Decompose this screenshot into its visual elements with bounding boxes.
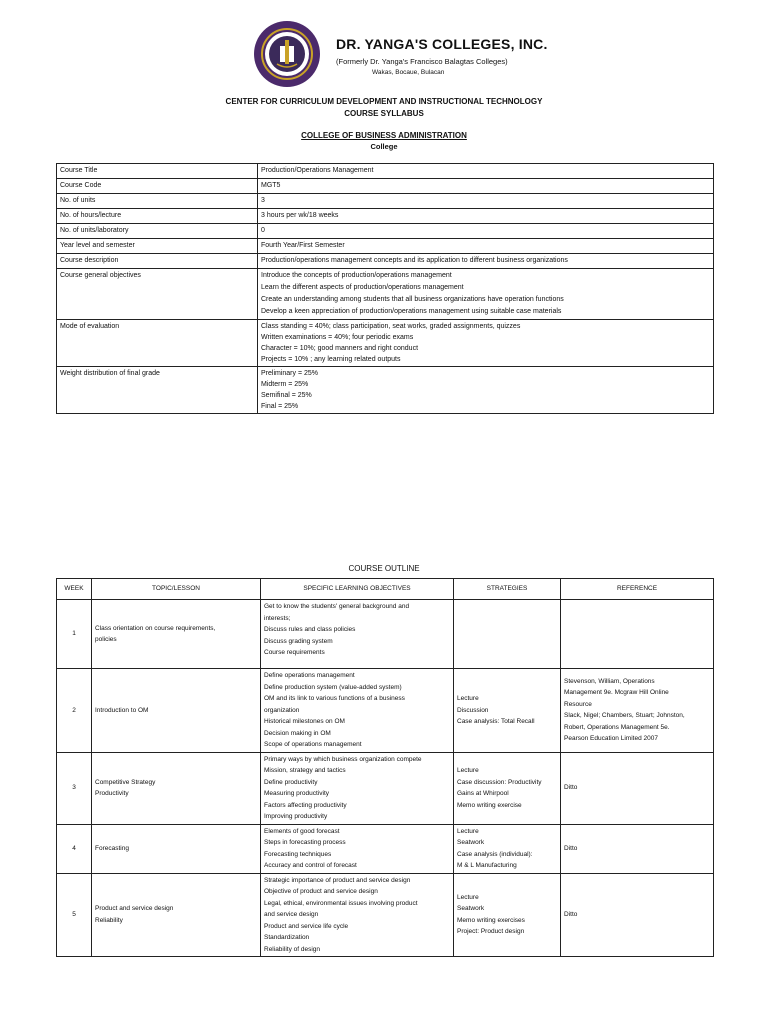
objective-line: Objective of product and service design (264, 888, 378, 895)
topic-line: Reliability (95, 916, 123, 924)
info-label: Course description (57, 254, 258, 269)
college-seal-logo (253, 20, 321, 88)
strategy-line: Lecture (457, 893, 479, 901)
reference-line: Resource (564, 700, 592, 708)
topic-cell (92, 669, 261, 753)
column-header-objectives: SPECIFIC LEARNING OBJECTIVES (261, 579, 454, 600)
objective-line: Define productivity (264, 778, 318, 786)
strategy-line: Case discussion: Productivity (457, 778, 542, 786)
topic-cell (92, 752, 261, 824)
topic-line: Competitive Strategy (95, 778, 156, 786)
reference-cell (561, 669, 714, 753)
evaluation-line: Class standing = 40%; class participation, seat works, graded assignments, quizzes (261, 323, 521, 330)
objective-line: Legal, ethical, environmental issues involving product (264, 899, 418, 907)
objective-line: Course requirements (264, 649, 325, 656)
table-header-row (57, 579, 714, 600)
objectives-cell (261, 873, 454, 957)
reference-cell (561, 873, 714, 957)
objective-line: Product and service life cycle (264, 922, 349, 930)
info-value: Fourth Year/First Semester (258, 239, 714, 254)
course-info-table (56, 163, 714, 414)
strategies-cell (454, 824, 561, 873)
info-value: 0 (258, 224, 714, 239)
table-row (57, 239, 714, 254)
objective-line: Discuss grading system (264, 637, 333, 645)
info-label: Weight distribution of final grade (57, 367, 258, 414)
strategy-line: Lecture (457, 827, 479, 835)
objective-line: Accuracy and control of forecast (264, 862, 357, 869)
weight-line: Final = 25% (261, 403, 299, 410)
info-label: Course general objectives (57, 269, 258, 320)
objective-line: Create an understanding among students that all business organizations have operation functions (261, 296, 564, 303)
table-row (57, 179, 714, 194)
strategy-line: Case analysis (individual): (457, 850, 533, 858)
table-row (57, 194, 714, 209)
strategies-cell (454, 873, 561, 957)
table-row (57, 669, 714, 753)
objective-line: Primary ways by which business organization compete (264, 755, 422, 763)
table-row (57, 600, 714, 669)
objectives-cell (261, 824, 454, 873)
topic-line: Productivity (95, 790, 129, 797)
table-row (57, 320, 714, 367)
table-row (57, 873, 714, 957)
info-label: No. of units/laboratory (57, 224, 258, 239)
objective-line: Develop a keen appreciation of production/operations management using suitable case materials (261, 308, 562, 315)
week-cell: 1 (57, 600, 92, 669)
strategy-line: Case analysis: Total Recall (457, 718, 535, 725)
objective-line: Standardization (264, 934, 310, 941)
objective-line: Strategic importance of product and service design (264, 876, 411, 884)
week-cell: 2 (57, 669, 92, 753)
topic-cell (92, 824, 261, 873)
objectives-cell (261, 600, 454, 669)
strategy-line: Seatwork (457, 839, 485, 846)
info-value: Production/operations management concepts and its application to different business organizations (258, 254, 714, 269)
reference-line: Ditto (564, 844, 578, 852)
objective-line: Mission, strategy and tactics (264, 767, 346, 774)
objectives-cell (261, 669, 454, 753)
reference-cell (561, 824, 714, 873)
objective-line: Define production system (value-added system) (264, 683, 402, 691)
info-value: 3 hours per wk/18 weeks (258, 209, 714, 224)
objective-line: Define operations management (264, 672, 355, 679)
strategy-line: Lecture (457, 767, 479, 774)
objective-line: OM and its link to various functions of a business (264, 695, 405, 702)
objective-line: Discuss rules and class policies (264, 626, 356, 633)
info-value-lines (258, 320, 714, 367)
topic-line: policies (95, 636, 117, 643)
week-cell: 3 (57, 752, 92, 824)
info-label: No. of hours/lecture (57, 209, 258, 224)
college-name: DR. YANGA'S COLLEGES, INC. (336, 36, 548, 52)
info-label: No. of units (57, 194, 258, 209)
reference-line: Slack, Nigel; Chambers, Stuart; Johnston, (564, 712, 685, 720)
objective-line: Reliability of design (264, 945, 321, 953)
objective-line: Steps in forecasting process (264, 839, 346, 846)
column-header-reference: REFERENCE (561, 579, 714, 600)
strategy-line: Gains at Whirpool (457, 790, 509, 797)
evaluation-line: Written examinations = 40%; four periodic exams (261, 334, 414, 341)
outline-body (57, 600, 714, 957)
strategy-line: Lecture (457, 695, 479, 702)
topic-line: Product and service design (95, 905, 174, 913)
table-row (57, 254, 714, 269)
objective-line: Improving productivity (264, 813, 328, 820)
objective-line: Historical milestones on OM (264, 718, 345, 725)
table-row (57, 209, 714, 224)
objective-line: Factors affecting productivity (264, 801, 347, 809)
reference-cell (561, 600, 714, 669)
strategies-cell (454, 669, 561, 753)
reference-line: Pearson Education Limited 2007 (564, 735, 658, 743)
objective-line: Measuring productivity (264, 790, 330, 797)
objective-line: interests; (264, 614, 291, 622)
topic-line: Forecasting (95, 844, 129, 852)
objectives-cell (261, 752, 454, 824)
topic-line: Introduction to OM (95, 706, 149, 714)
objective-line: Forecasting techniques (264, 850, 332, 858)
syllabus-title: COURSE SYLLABUS (344, 109, 424, 118)
evaluation-line: Character = 10%; good manners and right conduct (261, 345, 419, 352)
objective-line: organization (264, 706, 300, 714)
weight-line: Semifinal = 25% (261, 392, 312, 399)
center-title: CENTER FOR CURRICULUM DEVELOPMENT AND INSTRUCTIONAL TECHNOLOGY (225, 97, 543, 106)
former-name: (Formerly Dr. Yanga's Francisco Balagtas Colleges) (336, 57, 508, 66)
objective-line: and service design (264, 911, 319, 918)
week-cell: 5 (57, 873, 92, 957)
college-of-name: COLLEGE OF BUSINESS ADMINISTRATION (301, 131, 467, 140)
objective-line: Get to know the students' general background and (264, 603, 410, 610)
reference-line: Ditto (564, 784, 578, 792)
topic-line: Class orientation on course requirements, (95, 624, 216, 632)
objective-line: Elements of good forecast (264, 827, 340, 835)
strategy-line: Memo writing exercise (457, 801, 522, 809)
topic-cell (92, 873, 261, 957)
info-label: Year level and semester (57, 239, 258, 254)
objective-line: Scope of operations management (264, 741, 362, 748)
column-header-strategies: STRATEGIES (454, 579, 561, 600)
table-row (57, 164, 714, 179)
table-row (57, 824, 714, 873)
reference-line: Stevenson, William, Operations (564, 677, 655, 685)
column-header-week: WEEK (57, 579, 92, 600)
reference-line: Management 9e. Mcgraw Hill Online (564, 689, 669, 697)
table-row (57, 752, 714, 824)
strategies-cell (454, 600, 561, 669)
strategy-line: Discussion (457, 706, 489, 714)
college-address: Wakas, Bocaue, Bulacan (372, 69, 445, 76)
info-value-lines (258, 269, 714, 320)
reference-line: Ditto (564, 911, 578, 918)
course-outline-table (56, 578, 714, 957)
objective-line: Learn the different aspects of production/operations management (261, 284, 464, 291)
objective-line: Introduce the concepts of production/operations management (261, 272, 452, 279)
evaluation-line: Projects = 10% ; any learning related outputs (261, 356, 401, 363)
weight-line: Midterm = 25% (261, 381, 309, 388)
info-label: Mode of evaluation (57, 320, 258, 367)
document-header (0, 0, 768, 90)
reference-cell (561, 752, 714, 824)
column-header-topic: TOPIC/LESSON (92, 579, 261, 600)
strategy-line: Seatwork (457, 905, 485, 913)
info-label: Course Title (57, 164, 258, 179)
topic-cell (92, 600, 261, 669)
reference-line: Robert, Operations Management 5e. (564, 723, 670, 731)
strategy-line: Project: Product design (457, 928, 525, 936)
info-value: Production/Operations Management (258, 164, 714, 179)
strategy-line: Memo writing exercises (457, 916, 525, 924)
table-row (57, 224, 714, 239)
course-outline-title: COURSE OUTLINE (348, 564, 420, 573)
table-row (57, 367, 714, 414)
info-value: 3 (258, 194, 714, 209)
table-row (57, 269, 714, 320)
info-value: MGT5 (258, 179, 714, 194)
strategies-cell (454, 752, 561, 824)
info-label: Course Code (57, 179, 258, 194)
strategy-line: M & L Manufacturing (457, 862, 517, 869)
weight-line: Preliminary = 25% (261, 370, 318, 377)
info-value-lines (258, 367, 714, 414)
objective-line: Decision making in OM (264, 729, 331, 737)
week-cell: 4 (57, 824, 92, 873)
college-label: College (370, 142, 398, 151)
